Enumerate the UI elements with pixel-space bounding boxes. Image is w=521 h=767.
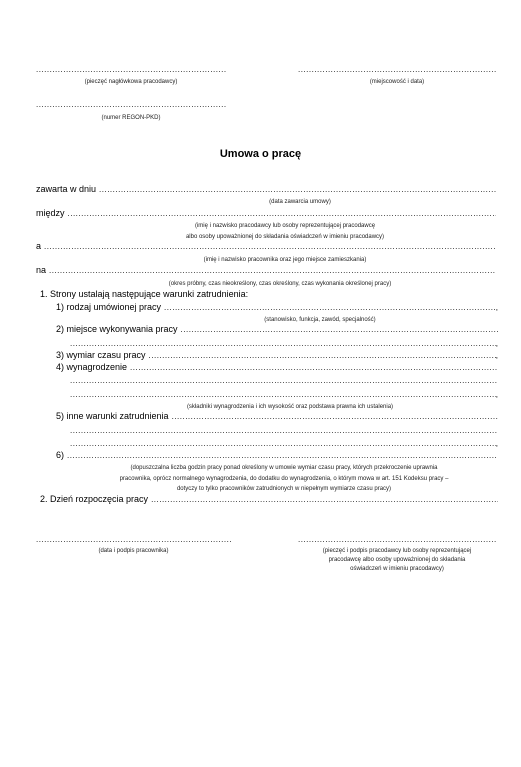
item5-label: 5) inne warunki zatrudnienia xyxy=(56,411,169,421)
term-field[interactable] xyxy=(49,265,496,276)
item6-caption-3: dotyczy to tylko pracowników zatrudnionych w niepełnym wymiarze czasu pracy) xyxy=(176,486,392,492)
place-date-caption: (miejscowość i data) xyxy=(369,79,425,85)
employee-name-field[interactable] xyxy=(44,241,496,252)
item1-label: 1) rodzaj umówionej pracy xyxy=(56,302,162,312)
employer-caption-2: albo osoby upoważnionej do składania oświadczeń w imieniu pracodawcy) xyxy=(185,234,385,240)
employer-stamp-caption: (pieczęć nagłówkowa pracodawcy) xyxy=(84,79,178,85)
employee-signature-caption: (data i podpis pracownika) xyxy=(98,548,169,554)
item5-continuation-1 xyxy=(70,425,498,436)
item3-label: 3) wymiar czasu pracy xyxy=(56,350,146,360)
employer-signature-line[interactable] xyxy=(298,535,496,545)
term-row xyxy=(36,265,496,276)
item4-continuation-2: ..... , xyxy=(70,389,498,400)
employer-signature-caption-3: oświadczeń w imieniu pracodawcy) xyxy=(350,566,444,572)
item2-field[interactable] xyxy=(181,324,498,335)
term-caption: (okres próbny, czas nieokreślony, czas określony, czas wykonania określonej pracy) xyxy=(168,281,392,287)
employee-caption: (imię i nazwisko pracownika oraz jego miejsce zamieszkania) xyxy=(203,257,367,263)
item4-caption: (składniki wynagrodzenia i ich wysokość oraz podstawa prawna ich ustalenia) xyxy=(186,404,394,410)
concluded-label: zawarta w dniu xyxy=(36,184,97,194)
item2-continuation: ..... , xyxy=(70,338,498,349)
employee-signature-line[interactable] xyxy=(36,535,231,545)
item1-field[interactable] xyxy=(164,302,496,313)
employee-row xyxy=(36,241,496,252)
item4-field-2[interactable] xyxy=(70,375,498,386)
concluded-date-field[interactable] xyxy=(99,184,496,195)
item6-caption-1: (dopuszczalna liczba godzin pracy ponad określony w umowie wymiar czasu pracy, których przekroczenie uprawnia xyxy=(130,465,438,471)
concluded-caption: (data zawarcia umowy) xyxy=(269,199,331,205)
between-row xyxy=(36,208,496,219)
place-date-line[interactable] xyxy=(298,65,496,75)
item4-continuation-1 xyxy=(70,375,498,386)
between-label: między xyxy=(36,208,65,218)
regon-caption: (numer REGON-PKD) xyxy=(101,115,161,121)
employer-signature-caption-2: pracodawcę albo osoby upoważnionej do składania xyxy=(328,557,466,563)
item6-caption-2: pracownika, oprócz normalnego wynagrodzenia, do dodatku do wynagrodzenia, o którym mowa w art. 151 Kodeksu pracy – xyxy=(119,476,449,482)
section2-row xyxy=(40,494,498,505)
item4-row xyxy=(56,362,498,373)
item4-label: 4) wynagrodzenie xyxy=(56,362,128,372)
item2-label: 2) miejsce wykonywania pracy xyxy=(56,324,178,334)
item2-row xyxy=(56,324,498,335)
section1-heading: 1. Strony ustalają następujące warunki zatrudnienia: xyxy=(40,289,249,299)
item2-field-2[interactable] xyxy=(70,338,496,349)
item5-continuation-2: ..... , xyxy=(70,438,498,449)
item5-field-3[interactable] xyxy=(70,438,496,449)
employer-stamp-line[interactable] xyxy=(36,65,226,75)
item3-row: 3) wymiar czasu pracy ..... , xyxy=(56,350,498,361)
regon-line[interactable] xyxy=(36,100,226,110)
item5-field-2[interactable] xyxy=(70,425,498,436)
concluded-row xyxy=(36,184,496,195)
item4-field[interactable] xyxy=(130,362,498,373)
on-label: na xyxy=(36,265,47,275)
item1-row: 1) rodzaj umówionej pracy ..... , xyxy=(56,302,498,313)
employer-signature-caption-1: (pieczęć i podpis pracodawcy lub osoby reprezentującej xyxy=(322,548,472,554)
document-title: Umowa o pracę xyxy=(219,148,302,160)
item5-row xyxy=(56,411,498,422)
item4-field-3[interactable] xyxy=(70,389,496,400)
item6-label: 6) xyxy=(56,450,65,460)
employer-caption-1: (imię i nazwisko pracodawcy lub osoby reprezentującej pracodawcę xyxy=(194,223,376,229)
employer-name-field[interactable] xyxy=(68,208,496,219)
start-date-field[interactable] xyxy=(151,494,498,505)
item3-field[interactable] xyxy=(149,350,496,361)
section2-heading: 2. Dzień rozpoczęcia pracy xyxy=(40,494,149,504)
item1-caption: (stanowisko, funkcja, zawód, specjalność) xyxy=(264,317,376,323)
item6-field[interactable] xyxy=(67,450,498,461)
item5-field[interactable] xyxy=(172,411,498,422)
item6-row xyxy=(56,450,498,461)
and-label: a xyxy=(36,241,42,251)
